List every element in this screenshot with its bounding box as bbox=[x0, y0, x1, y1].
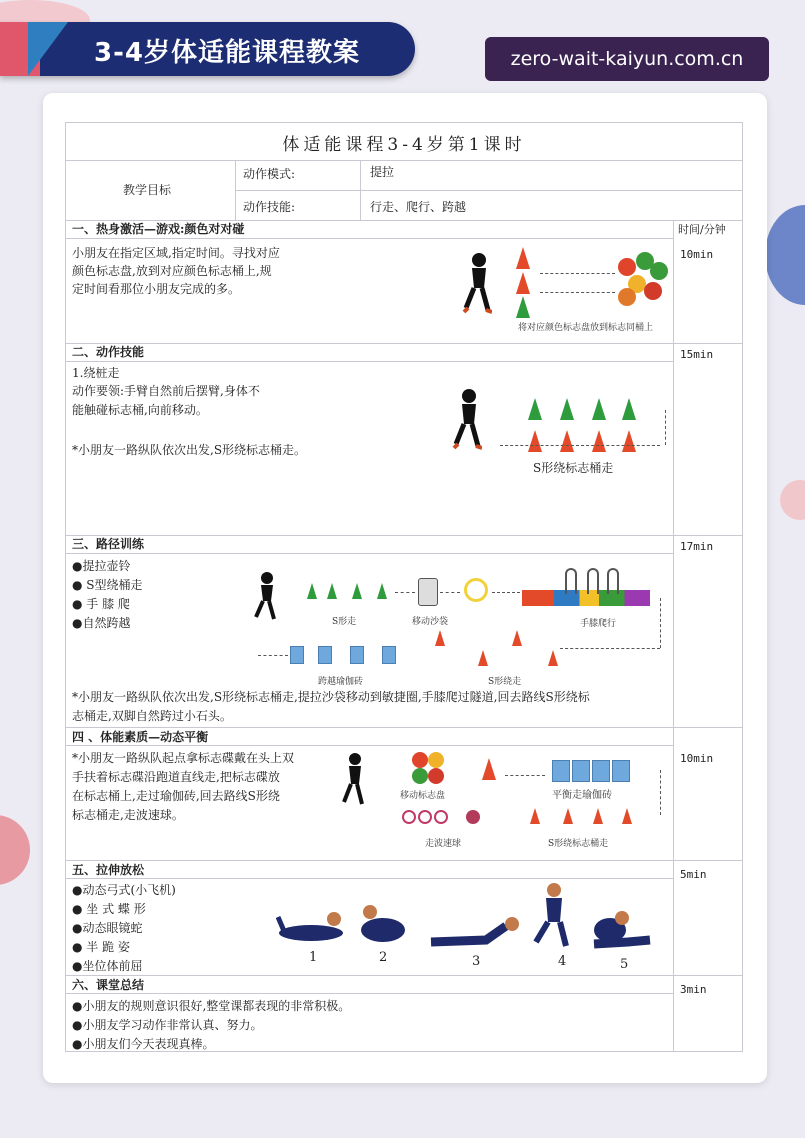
marker-disc-icon bbox=[650, 262, 668, 280]
section-bullet: ● 半 跪 姿 bbox=[72, 940, 130, 954]
red-cone-icon bbox=[530, 808, 540, 824]
green-cone-icon bbox=[592, 398, 606, 420]
green-cone-icon bbox=[307, 583, 317, 599]
table-rule bbox=[235, 190, 743, 191]
dashed-arrow bbox=[660, 770, 661, 815]
red-cone-icon bbox=[560, 430, 574, 452]
document-title: 体适能课程3-4岁第1课时 bbox=[282, 135, 526, 155]
yoga-brick-icon bbox=[592, 760, 610, 782]
red-cone-icon bbox=[435, 630, 445, 646]
marker-disc-icon bbox=[428, 752, 444, 768]
section-heading: 二、动作技能 bbox=[72, 345, 145, 359]
green-cone-icon bbox=[352, 583, 362, 599]
marker-disc-icon bbox=[644, 282, 662, 300]
dashed-arrow bbox=[665, 410, 666, 445]
diagram-caption: S形走 bbox=[332, 617, 357, 627]
section-text-line: ●小朋友们今天表现真棒。 bbox=[72, 1037, 215, 1051]
marker-disc-icon bbox=[412, 768, 428, 784]
section-heading: 六、课堂总结 bbox=[72, 978, 145, 992]
diagram-caption: 走波速球 bbox=[425, 839, 462, 849]
section-bullet: ●动态弓式(小飞机) bbox=[72, 883, 176, 897]
table-rule bbox=[65, 553, 673, 554]
bosu-ball-icon bbox=[418, 810, 432, 824]
section-time: 17min bbox=[680, 540, 714, 553]
red-cone-icon bbox=[516, 247, 530, 269]
diagram-caption: 移动标志盘 bbox=[400, 791, 446, 801]
marker-disc-icon bbox=[412, 752, 428, 768]
bosu-ball-icon bbox=[402, 810, 416, 824]
green-cone-icon bbox=[327, 583, 337, 599]
table-rule bbox=[235, 160, 236, 220]
yoga-brick-icon bbox=[572, 760, 590, 782]
section-time: 10min bbox=[680, 752, 714, 765]
green-cone-icon bbox=[516, 296, 530, 318]
green-cone-icon bbox=[622, 398, 636, 420]
tunnel-hoop bbox=[607, 568, 619, 594]
marker-disc-icon bbox=[428, 768, 444, 784]
section-bullet: ●自然跨越 bbox=[72, 616, 131, 630]
red-cone-icon bbox=[563, 808, 573, 824]
pose-number: 3 bbox=[472, 954, 481, 969]
objective-label: 教学目标 bbox=[123, 183, 172, 197]
table-rule bbox=[65, 160, 743, 161]
dashed-arrow bbox=[540, 273, 615, 274]
yoga-brick-icon bbox=[612, 760, 630, 782]
diagram-caption: 平衡走瑜伽砖 bbox=[552, 790, 612, 801]
running-child-icon bbox=[452, 388, 482, 450]
green-cone-icon bbox=[377, 583, 387, 599]
red-cone-icon bbox=[622, 430, 636, 452]
table-rule bbox=[673, 220, 674, 1052]
section-text-line: 在标志桶上,走过瑜伽砖,回去路线S形绕 bbox=[72, 789, 280, 803]
section-heading: 五、拉伸放松 bbox=[72, 863, 145, 877]
stretch-pose-icon bbox=[530, 882, 576, 950]
pose-number: 1 bbox=[309, 950, 318, 965]
dashed-arrow bbox=[540, 292, 615, 293]
section-text-line: 定时间看那位小朋友完成的多。 bbox=[72, 282, 241, 296]
stretch-pose-icon bbox=[356, 900, 410, 948]
running-child-icon bbox=[253, 572, 277, 622]
bosu-ball-icon bbox=[434, 810, 448, 824]
crawl-tunnel-icon bbox=[522, 590, 650, 606]
watermark-badge: zero-wait-kaiyun.com.cn bbox=[485, 37, 769, 81]
dashed-arrow bbox=[258, 655, 288, 656]
stretch-pose-icon bbox=[426, 916, 526, 948]
section-text-line: ●小朋友的规则意识很好,整堂课都表现的非常积极。 bbox=[72, 999, 351, 1013]
section-note: *小朋友一路纵队依次出发,S形绕标志桶走,提拉沙袋移动到敏捷圈,手膝爬过隧道,回去路线S形绕标 bbox=[72, 690, 590, 704]
section-text-line: *小朋友一路纵队依次出发,S形绕标志桶走。 bbox=[72, 443, 307, 457]
yoga-brick-icon bbox=[350, 646, 364, 664]
section-heading: 四 、体能素质—动态平衡 bbox=[72, 730, 209, 744]
diagram-caption: S形绕标志桶走 bbox=[533, 461, 614, 475]
section-time: 3min bbox=[680, 983, 707, 996]
tunnel-hoop bbox=[587, 568, 599, 594]
section-time: 10min bbox=[680, 248, 714, 261]
diagram-caption: 手膝爬行 bbox=[580, 619, 617, 629]
stretch-pose-icon bbox=[588, 908, 660, 950]
section-text-line: *小朋友一路纵队起点拿标志碟戴在头上双 bbox=[72, 751, 295, 765]
section-bullet: ●动态眼镜蛇 bbox=[72, 921, 143, 935]
time-header: 时间/分钟 bbox=[678, 223, 726, 236]
stretch-pose-icon bbox=[276, 905, 346, 945]
diagram-caption: 将对应颜色标志盘放到标志同桶上 bbox=[518, 323, 654, 333]
diagram-caption: S形绕走 bbox=[488, 677, 522, 687]
dashed-arrow bbox=[560, 648, 660, 649]
table-rule bbox=[65, 878, 673, 879]
section-time: 15min bbox=[680, 348, 714, 361]
table-rule bbox=[65, 343, 743, 344]
table-rule bbox=[65, 535, 743, 536]
dashed-arrow bbox=[440, 592, 460, 593]
section-bullet: ● 坐 式 蝶 形 bbox=[72, 902, 146, 916]
red-cone-icon bbox=[593, 808, 603, 824]
skill-label: 动作技能: bbox=[243, 200, 296, 214]
section-text-line: 动作要领:手臂自然前后摆臂,身体不 bbox=[72, 384, 260, 398]
section-bullet: ●提拉壶铃 bbox=[72, 559, 131, 573]
dashed-arrow bbox=[660, 598, 661, 648]
pose-number: 2 bbox=[379, 950, 388, 965]
table-rule bbox=[65, 860, 743, 861]
red-cone-icon bbox=[548, 650, 558, 666]
red-cone-icon bbox=[482, 758, 496, 780]
section-text-line: ●小朋友学习动作非常认真、努力。 bbox=[72, 1018, 263, 1032]
agility-ring-icon bbox=[464, 578, 488, 602]
dashed-arrow bbox=[500, 445, 660, 446]
yoga-brick-icon bbox=[290, 646, 304, 664]
section-time: 5min bbox=[680, 868, 707, 881]
bosu-ball-icon bbox=[466, 810, 480, 824]
green-cone-icon bbox=[560, 398, 574, 420]
section-text-line: 小朋友在指定区域,指定时间。寻找对应 bbox=[72, 246, 280, 260]
marker-disc-icon bbox=[618, 258, 636, 276]
pose-number: 5 bbox=[620, 957, 629, 972]
section-text-line: 标志桶走,走波速球。 bbox=[72, 808, 184, 822]
green-cone-icon bbox=[528, 398, 542, 420]
pose-number: 4 bbox=[558, 954, 567, 969]
red-cone-icon bbox=[592, 430, 606, 452]
running-child-icon bbox=[462, 252, 492, 314]
page-title: 3-4岁体适能课程教案 bbox=[94, 38, 360, 68]
red-cone-icon bbox=[528, 430, 542, 452]
section-text-line: 1.绕桩走 bbox=[72, 366, 120, 380]
red-cone-icon bbox=[622, 808, 632, 824]
section-text-line: 能触碰标志桶,向前移动。 bbox=[72, 403, 208, 417]
dashed-arrow bbox=[492, 592, 520, 593]
red-cone-icon bbox=[478, 650, 488, 666]
section-bullet: ● S型绕桶走 bbox=[72, 578, 143, 592]
tunnel-hoop bbox=[565, 568, 577, 594]
yoga-brick-icon bbox=[382, 646, 396, 664]
diagram-caption: 移动沙袋 bbox=[412, 617, 449, 627]
table-rule bbox=[65, 975, 743, 976]
section-text-line: 手扶着标志碟沿跑道直线走,把标志碟放 bbox=[72, 770, 280, 784]
red-cone-icon bbox=[516, 272, 530, 294]
section-text-line: 颜色标志盘,放到对应颜色标志桶上,规 bbox=[72, 264, 272, 278]
dashed-arrow bbox=[395, 592, 415, 593]
diagram-caption: 跨越瑜伽砖 bbox=[318, 677, 364, 687]
yoga-brick-icon bbox=[552, 760, 570, 782]
section-heading: 一、热身激活—游戏:颜色对对碰 bbox=[72, 222, 245, 236]
section-heading: 三、路径训练 bbox=[72, 537, 145, 551]
section-bullet: ●坐位体前屈 bbox=[72, 959, 143, 973]
yoga-brick-icon bbox=[318, 646, 332, 664]
sandbag-icon bbox=[418, 578, 438, 606]
section-bullet: ● 手 膝 爬 bbox=[72, 597, 130, 611]
table-rule bbox=[65, 993, 673, 994]
skill-value: 行走、爬行、跨越 bbox=[370, 200, 467, 214]
red-cone-icon bbox=[512, 630, 522, 646]
table-rule bbox=[360, 160, 361, 220]
section-note: 志桶走,双脚自然跨过小石头。 bbox=[72, 709, 232, 723]
table-rule bbox=[65, 361, 673, 362]
mode-value: 提拉 bbox=[370, 165, 395, 179]
dashed-arrow bbox=[505, 775, 545, 776]
marker-disc-icon bbox=[618, 288, 636, 306]
banner-accent bbox=[28, 22, 68, 76]
running-child-icon bbox=[340, 752, 366, 808]
diagram-caption: S形绕标志桶走 bbox=[548, 839, 609, 849]
mode-label: 动作模式: bbox=[243, 167, 296, 181]
